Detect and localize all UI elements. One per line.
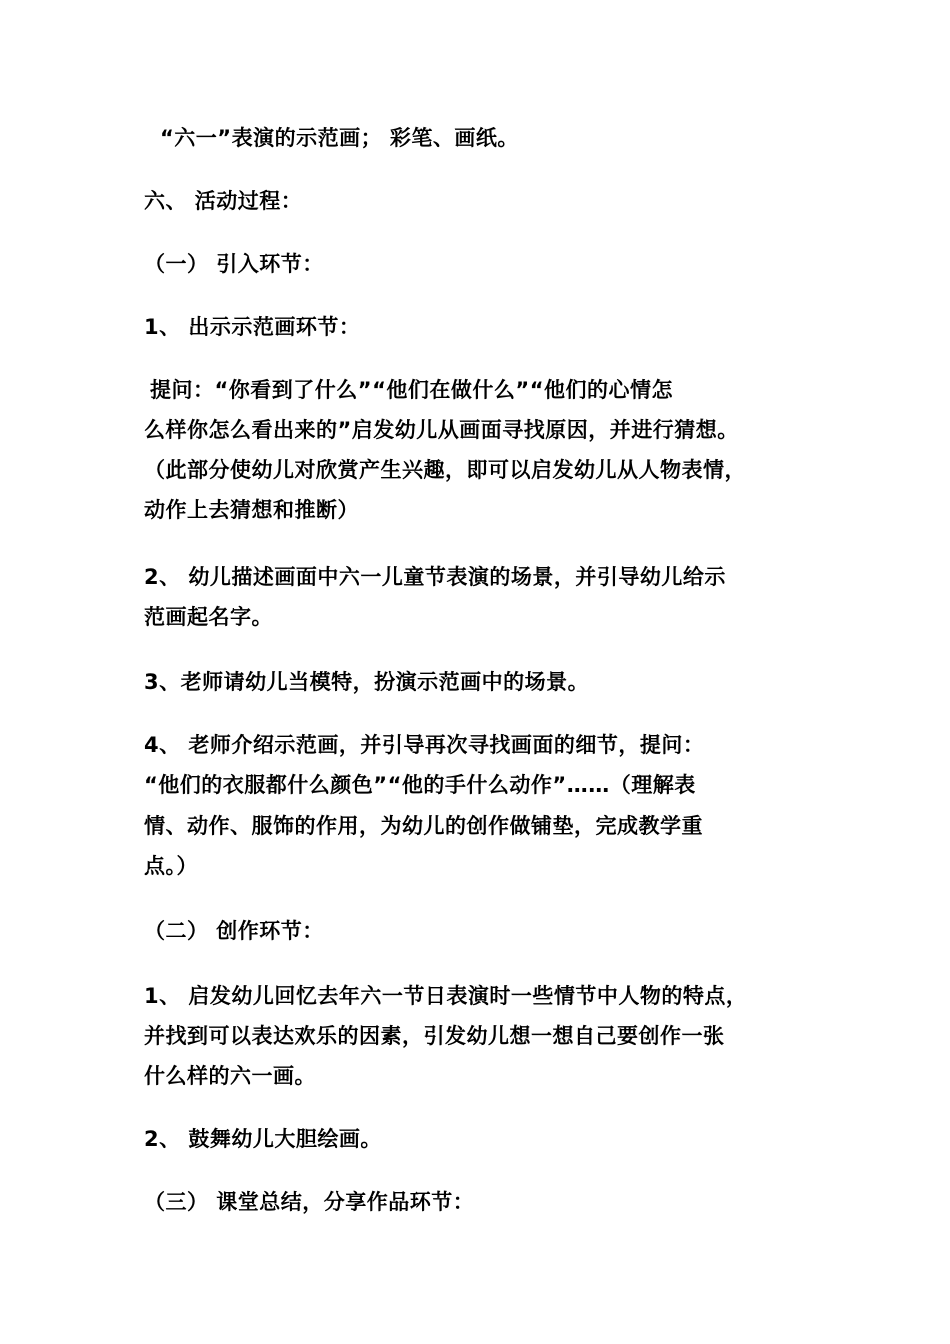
creation-step-1-line: 什么样的六一画。 (144, 1064, 316, 1088)
creation-step-1-line: 并找到可以表达欢乐的因素，引发幼儿想一想自己要创作一张 (144, 1024, 725, 1048)
subsection-heading-summary: （三） 课堂总结，分享作品环节： (144, 1190, 475, 1214)
creation-step-2-line: 2、 鼓舞幼儿大胆绘画。 (144, 1127, 382, 1151)
paragraph-line: （此部分使幼儿对欣赏产生兴趣，即可以启发幼儿从人物表情， (144, 458, 746, 482)
section-heading-activity-process: 六、 活动过程： (144, 189, 303, 213)
step-4-line: 点。） (144, 854, 198, 878)
step-2-line: 2、 幼儿描述画面中六一儿童节表演的场景，并引导幼儿给示 (144, 565, 726, 589)
step-4-line: “他们的衣服都什么颜色”“他的手什么动作”……（理解表 (144, 773, 696, 797)
paragraph-line: 提问：“你看到了什么”“他们在做什么”“他们的心情怎 (150, 378, 674, 402)
materials-line: “六一”表演的示范画； 彩笔、画纸。 (160, 126, 519, 150)
step-4-line: 情、动作、服饰的作用，为幼儿的创作做铺垫，完成教学重 (144, 814, 703, 838)
step-4-line: 4、 老师介绍示范画，并引导再次寻找画面的细节，提问： (144, 733, 705, 757)
paragraph-line: 动作上去猜想和推断） (144, 498, 359, 522)
step-1-heading: 1、 出示示范画环节： (144, 315, 361, 339)
paragraph-line: 么样你怎么看出来的”启发幼儿从画面寻找原因，并进行猜想。 (144, 418, 739, 442)
subsection-heading-introduction: （一） 引入环节： (144, 252, 324, 276)
step-3-line: 3、老师请幼儿当模特，扮演示范画中的场景。 (144, 670, 590, 694)
creation-step-1-line: 1、 启发幼儿回忆去年六一节日表演时一些情节中人物的特点， (144, 984, 748, 1008)
subsection-heading-creation: （二） 创作环节： (144, 919, 324, 943)
step-2-line: 范画起名字。 (144, 605, 273, 629)
